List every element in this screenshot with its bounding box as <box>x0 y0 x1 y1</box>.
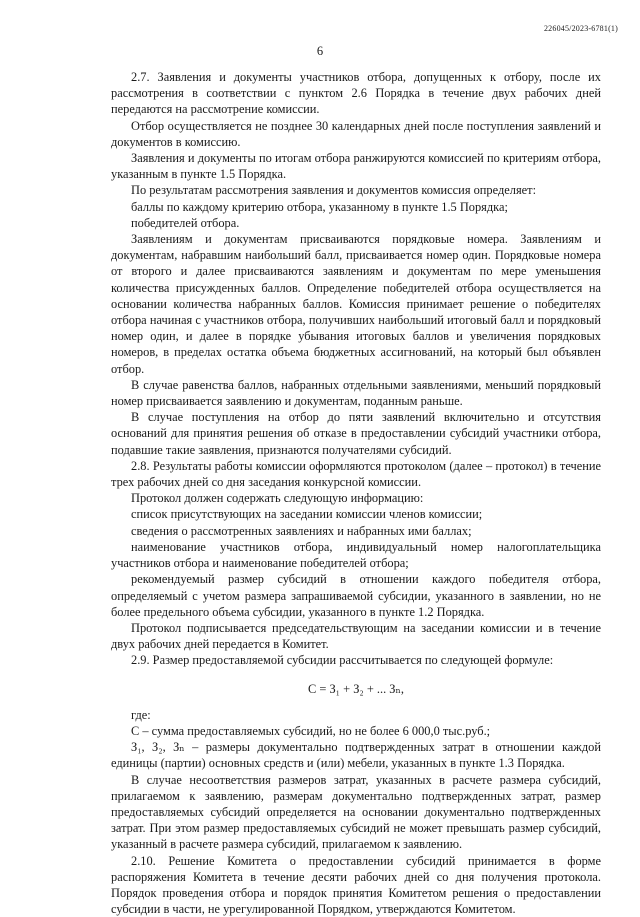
paragraph: Отбор осуществляется не позднее 30 календарных дней после поступления заявлений и документов в комиссию. <box>111 118 601 149</box>
paragraph: В случае равенства баллов, набранных отдельными заявлениями, меньший порядковый номер присваивается заявлению и документам, поданным раньше. <box>111 377 601 409</box>
list-item: баллы по каждому критерию отбора, указанному в пункте 1.5 Порядка; <box>131 199 508 214</box>
paragraph: В случае несоответствия размеров затрат, указанных в расчете размера субсидий, прилагаемом к заявлению, размерам документально подтвержденных затрат, размер предоставляемых субсидий определяется на основании документально подтвержденных затрат. При этом размер предоставляемых субсидий не может превышать размер субсидий, указанный в расчете размера субсидий, прилагаемом к заявлению. <box>111 772 601 852</box>
page-number: 6 <box>316 44 324 58</box>
formula-where: где: <box>131 707 151 722</box>
list-item: сведения о рассмотренных заявлениях и набранных ими баллах; <box>131 523 472 538</box>
list-item: список присутствующих на заседании комиссии членов комиссии; <box>131 507 483 522</box>
paragraph-2-8: 2.8. Результаты работы комиссии оформляются протоколом (далее – протокол) в течение трех рабочих дней со дня заседания конкурсной комиссии. <box>111 458 601 490</box>
paragraph: Заявлениям и документам присваиваются порядковые номера. Заявлениям и документам, набравшим наибольший балл, присваивается номер один. Порядковые номера от второго и далее присваиваются заявлениям и документам по мере уменьшения количества присужденных баллов. Определение победителей отбора осуществляется на основании количества набранных баллов. Комиссия принимает решение о победителях отбора начиная с участников отбора, получивших наибольший итоговый балл и порядковый номер один, и далее в порядке убывания итоговых баллов и увеличения порядковых номеров, в пределах остатка объема бюджетных ассигнований, на который был объявлен отбор. <box>111 232 601 376</box>
document-id: 226045/2023-6781(1) <box>543 24 618 33</box>
paragraph: Протокол подписывается председательствующим на заседании комиссии и в течение двух рабочих дней передается в Комитет. <box>111 620 601 652</box>
list-item: наименование участников отбора, индивидуальный номер налогоплательщика участников отбора и наименование победителей отбора; <box>111 539 601 571</box>
paragraph-2-10: 2.10. Решение Комитета о предоставлении субсидий принимается в форме распоряжения Комитета в течение десяти рабочих дней со дня получения протокола. Порядок проведения отбора и порядок принятия Комитетом решения о предоставлении субсидии в части, не урегулированной Порядком, утверждаются Комитетом. <box>111 853 601 917</box>
formula-variable: З₁, З₂, Зₙ – размеры документально подтвержденных затрат в отношении каждой единицы (партии) основных средств и (или) мебели, указанных в пункте 1.3 Порядка. <box>111 740 601 771</box>
paragraph: По результатам рассмотрения заявления и документов комиссия определяет: <box>131 183 537 198</box>
paragraph: В случае поступления на отбор до пяти заявлений включительно и отсутствия оснований для принятия решения об отказе в предоставлении субсидий участники отбора, подавшие такие заявления, признаются получателями субсидий. <box>111 410 601 457</box>
subsidy-formula: С = З₁ + З₂ + ... Зₙ, <box>308 681 404 696</box>
paragraph-2-7: 2.7. Заявления и документы участников отбора, допущенных к отбору, после их рассмотрения в соответствии с пунктом 2.6 Порядка в течение двух рабочих дней передаются на рассмотрение комиссии. <box>111 70 601 117</box>
list-item: рекомендуемый размер субсидий в отношении каждого победителя отбора, определяемый с учетом размера запрашиваемой субсидии, указанного в заявлении, но не более предельного объема субсидии, указанного в пункте 1.2 Порядка. <box>111 572 601 619</box>
paragraph: Протокол должен содержать следующую информацию: <box>131 491 424 506</box>
paragraph-2-9: 2.9. Размер предоставляемой субсидии рассчитывается по следующей формуле: <box>131 653 554 668</box>
paragraph: Заявления и документы по итогам отбора ранжируются комиссией по критериям отбора, указанным в пункте 1.5 Порядка. <box>111 151 601 182</box>
formula-variable: С – сумма предоставляемых субсидий, но не более 6 000,0 тыс.руб.; <box>131 723 491 738</box>
list-item: победителей отбора. <box>131 215 240 230</box>
document-body <box>111 69 601 917</box>
